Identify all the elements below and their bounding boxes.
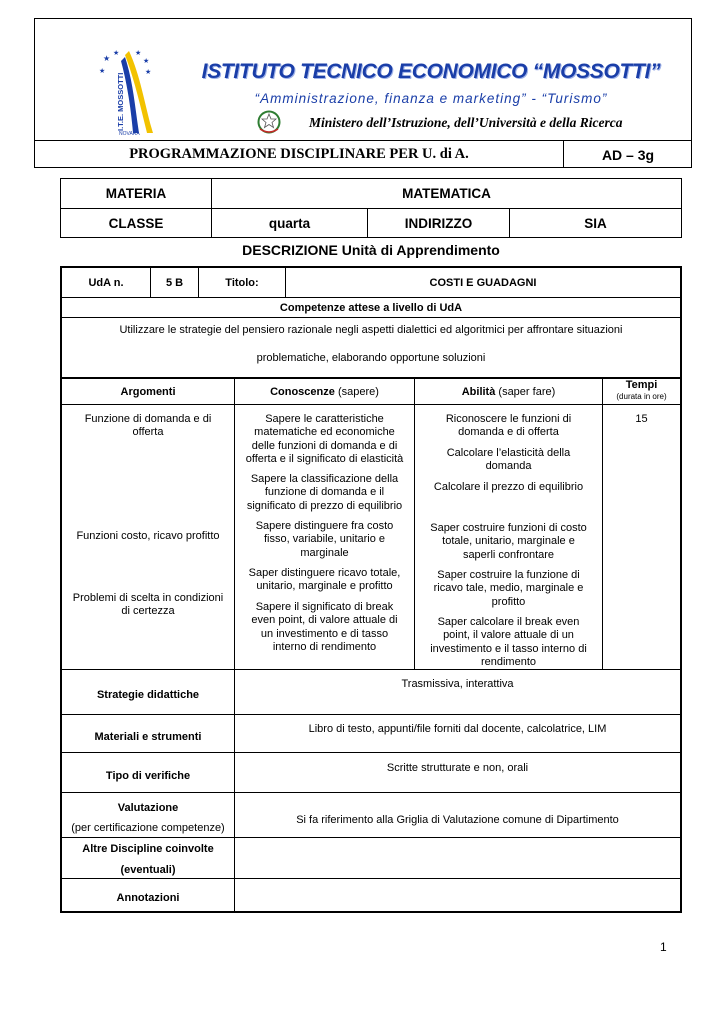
abilita-4: Saper costruire funzioni di costo totale, unitario, marginale e saperli confrontare xyxy=(430,522,587,561)
strategie-label: Strategie didattiche xyxy=(96,689,200,701)
competenze-line-2: problematiche, elaborando opportune soluzioni xyxy=(256,352,486,364)
document-code: AD – 3g xyxy=(563,141,692,168)
uda-title-value: COSTI E GUADAGNI xyxy=(429,276,537,289)
conoscenza-3: Sapere distinguere fra costo fisso, variabile, unitario e marginale xyxy=(255,520,394,559)
school-tagline: “Amministrazione, finanza e marketing” - “Turismo” xyxy=(254,91,608,106)
svg-text:★: ★ xyxy=(103,54,111,63)
school-logo xyxy=(99,47,161,142)
document-header xyxy=(34,18,692,168)
republic-emblem-icon xyxy=(257,109,281,140)
competenze-label: Competenze attese a livello di UdA xyxy=(279,301,463,314)
subject-table xyxy=(60,178,682,238)
indirizzo-label: INDIRIZZO xyxy=(404,215,473,231)
materia-value: MATEMATICA xyxy=(402,186,491,201)
conoscenze-header: Conoscenze (sapere) xyxy=(270,385,379,398)
svg-text:★: ★ xyxy=(143,58,150,65)
valutazione-value: Si fa riferimento alla Griglia di Valutazione comune di Dipartimento xyxy=(296,814,619,826)
svg-text:★: ★ xyxy=(99,68,106,75)
altre-discipline-label: Altre Discipline coinvolte xyxy=(82,843,214,855)
materiali-label: Materiali e strumenti xyxy=(94,731,202,743)
svg-text:I.T.E. MOSSOTTI: I.T.E. MOSSOTTI xyxy=(116,72,125,131)
indirizzo-value: SIA xyxy=(584,215,607,231)
argomento-3: Problemi di scelta in condizioni di certezza xyxy=(72,592,224,618)
page-number: 1 xyxy=(660,940,667,954)
programmazione-title: PROGRAMMAZIONE DISCIPLINARE PER U. di A. xyxy=(129,146,469,162)
altre-discipline-sub: (eventuali) xyxy=(120,864,176,876)
svg-text:★: ★ xyxy=(145,69,152,76)
conoscenza-5: Sapere il significato di break even point, di valore attuale di un investimento e di tasso interno di rendimento xyxy=(251,601,398,653)
verifiche-label: Tipo di verifiche xyxy=(105,770,191,782)
verifiche-value: Scritte strutturate e non, orali xyxy=(386,762,529,774)
abilita-3: Calcolare il prezzo di equilibrio xyxy=(433,481,584,493)
description-title: DESCRIZIONE Unità di Apprendimento xyxy=(242,242,500,258)
tempi-header: Tempi (durata in ore) xyxy=(616,379,667,401)
uda-table xyxy=(60,266,682,913)
valutazione-label: Valutazione xyxy=(117,802,179,814)
conoscenza-2: Sapere la classificazione della funzione di domanda e il significato di prezzo di equilibrio xyxy=(246,473,403,512)
annotazioni-label: Annotazioni xyxy=(116,892,180,904)
materiali-value: Libro di testo, appunti/file forniti dal docente, calcolatrice, LIM xyxy=(308,723,607,735)
classe-value: quarta xyxy=(268,215,311,231)
argomento-2: Funzioni costo, ricavo profitto xyxy=(76,530,220,542)
conoscenza-4: Saper distinguere ricavo totale, unitario, marginale e profitto xyxy=(248,567,401,593)
argomento-1: Funzione di domanda e di offerta xyxy=(84,413,212,439)
materia-label: MATERIA xyxy=(105,186,167,201)
ministry-name: Ministero dell’Istruzione, dell’Università e della Ricerca xyxy=(309,115,623,130)
argomenti-header: Argomenti xyxy=(120,385,176,398)
abilita-5: Saper costruire la funzione di ricavo tale, medio, marginale e profitto xyxy=(433,569,584,608)
header-info-row xyxy=(35,140,691,168)
tempi-value: 15 xyxy=(635,413,648,425)
abilita-1: Riconoscere le funzioni di domanda e di offerta xyxy=(445,413,572,439)
svg-text:★: ★ xyxy=(135,50,142,57)
abilita-6: Saper calcolare il break even point, il valore attuale di un investimento e il tasso interno di rendimento xyxy=(430,616,587,668)
conoscenza-1: Sapere le caratteristiche matematiche ed economiche delle funzioni di domanda e di offerta e il significato di elasticità xyxy=(245,413,404,465)
valutazione-sub: (per certificazione competenze) xyxy=(71,822,225,834)
competenze-line-1: Utilizzare le strategie del pensiero razionale negli aspetti dialettici ed algoritmici per affrontare situazioni xyxy=(119,324,623,336)
uda-number-value: 5 B xyxy=(165,276,184,289)
svg-text:NOVARA: NOVARA xyxy=(119,131,140,137)
abilita-header: Abilità (saper fare) xyxy=(461,385,556,398)
uda-title-label: Titolo: xyxy=(225,276,259,289)
classe-label: CLASSE xyxy=(108,215,164,231)
svg-text:★: ★ xyxy=(113,50,120,57)
uda-number-label: UdA n. xyxy=(88,276,124,289)
abilita-2: Calcolare l’elasticità della domanda xyxy=(446,447,571,473)
strategie-value: Trasmissiva, interattiva xyxy=(401,678,514,690)
school-name: ISTITUTO TECNICO ECONOMICO “MOSSOTTI” xyxy=(201,60,661,83)
